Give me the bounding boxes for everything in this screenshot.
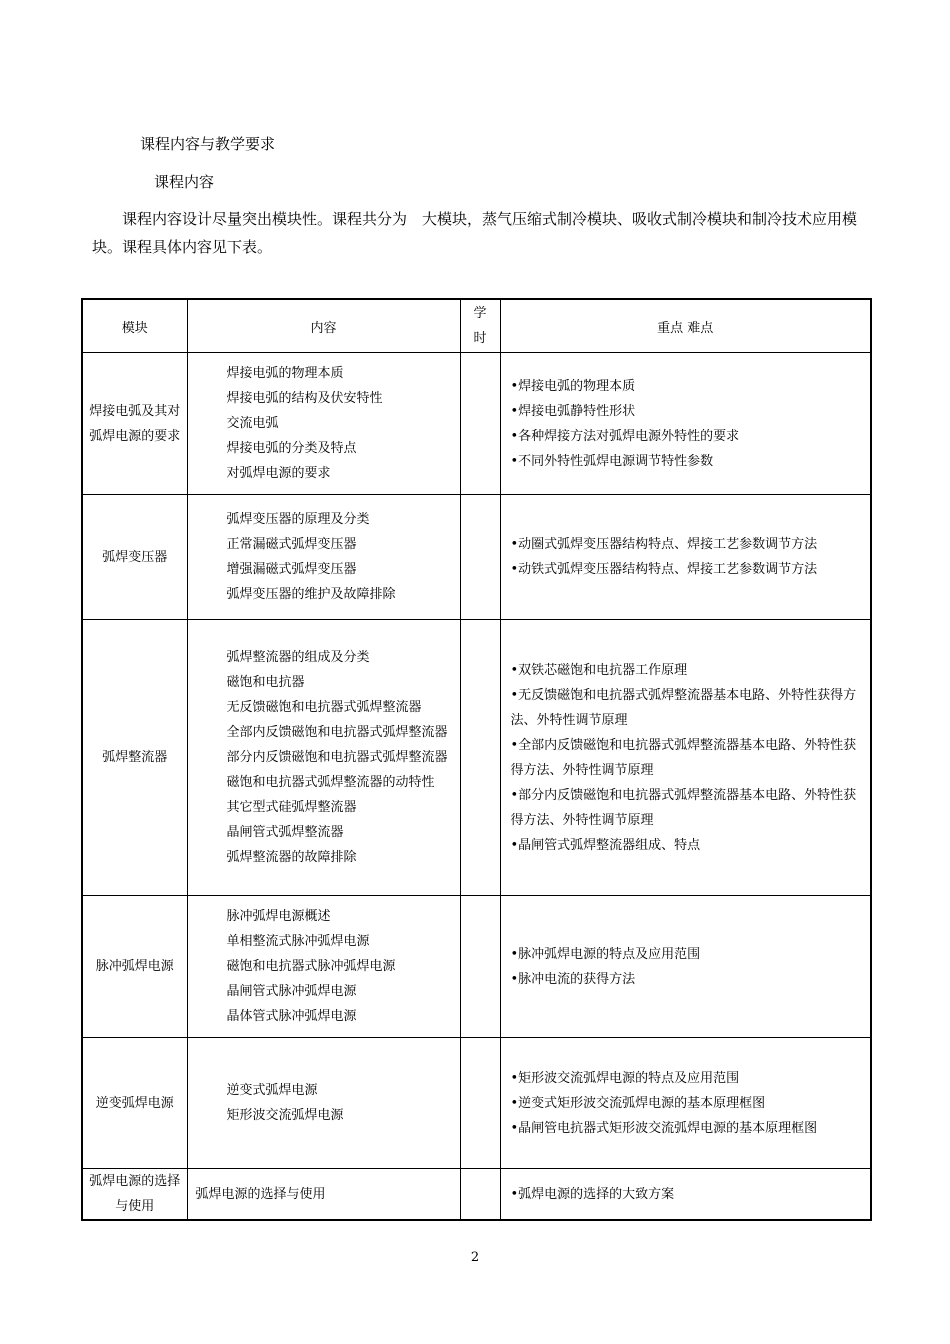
content-item: 其它型式硅弧焊整流器 [226,800,357,815]
keypoint-item: •晶闸管电抗器式矩形波交流弧焊电源的基本原理框图 [510,1120,818,1136]
keypoint-item: •弧焊电源的选择的大致方案 [510,1186,675,1202]
content-item: 交流电弧 [226,416,279,431]
content-item: 焊接电弧的物理本质 [226,366,344,381]
content-item: 矩形波交流弧焊电源 [226,1108,344,1123]
keypoint-item: •矩形波交流弧焊电源的特点及应用范围 [510,1070,740,1086]
header-hours-text: 学时 [473,306,487,346]
keypoint-item: •动圈式弧焊变压器结构特点、焊接工艺参数调节方法 [510,537,818,552]
table-row [82,1169,871,1221]
content-item: 对弧焊电源的要求 [226,466,331,481]
content-item: 磁饱和电抗器式脉冲弧焊电源 [226,959,396,974]
content-item: 晶体管式脉冲弧焊电源 [226,1009,357,1024]
module-cell: 焊接电弧及其对弧焊电源的要求 [82,353,187,495]
keypoint-item: •逆变式矩形波交流弧焊电源的基本原理框图 [510,1095,766,1111]
keypoints-cell [500,495,871,620]
module-cell: 弧焊整流器 [82,620,187,896]
content-cell [187,620,460,896]
content-item: 单相整流式脉冲弧焊电源 [226,934,370,949]
intro-paragraph: 课程内容设计尽量突出模块性。课程共分为 大模块，蒸气压缩式制冷模块、吸收式制冷模块和制冷技术应用模块。课程具体内容见下表。 [92,210,858,256]
table-row [82,620,871,896]
content-item: 磁饱和电抗器 [226,675,305,690]
keypoints-cell [500,1038,871,1169]
module-cell: 弧焊变压器 [82,495,187,620]
content-item: 增强漏磁式弧焊变压器 [226,562,357,577]
content-item: 焊接电弧的结构及伏安特性 [226,391,383,406]
content-cell [187,1038,460,1169]
keypoints-cell [500,1169,871,1221]
table-row [82,353,871,495]
course-content-table [81,298,872,1221]
keypoint-item: •晶闸管式弧焊整流器组成、特点 [510,837,701,853]
keypoint-item: •动铁式弧焊变压器结构特点、焊接工艺参数调节方法 [510,562,818,577]
page-number: 2 [470,1250,480,1265]
content-item: 晶闸管式脉冲弧焊电源 [226,984,357,999]
hours-cell [460,353,500,495]
content-item: 脉冲弧焊电源概述 [226,909,331,924]
header-module: 模块 [82,299,187,353]
table-header-row [82,299,871,353]
module-cell: 弧焊电源的选择与使用 [82,1169,187,1221]
table-row [82,896,871,1038]
content-item: 焊接电弧的分类及特点 [226,441,357,456]
content-item: 弧焊整流器的组成及分类 [226,650,370,665]
keypoint-item: •无反馈磁饱和电抗器式弧焊整流器基本电路、外特性获得方法、外特性调节原理 [510,687,857,728]
content-item: 弧焊变压器的原理及分类 [226,512,370,527]
module-cell: 逆变弧焊电源 [82,1038,187,1169]
content-cell [187,495,460,620]
header-content: 内容 [187,299,460,353]
hours-cell [460,896,500,1038]
keypoints-cell [500,896,871,1038]
keypoint-item: •全部内反馈磁饱和电抗器式弧焊整流器基本电路、外特性获得方法、外特性调节原理 [510,737,857,778]
section-heading: 课程内容与教学要求 [140,135,276,153]
hours-cell [460,1169,500,1221]
content-item: 无反馈磁饱和电抗器式弧焊整流器 [226,700,422,715]
keypoint-item: •脉冲电流的获得方法 [510,971,636,987]
keypoint-item: •不同外特性弧焊电源调节特性参数 [510,453,714,469]
keypoint-item: •脉冲弧焊电源的特点及应用范围 [510,946,701,962]
content-cell [187,1169,460,1221]
keypoint-item: •各种焊接方法对弧焊电源外特性的要求 [510,428,740,444]
content-item: 弧焊电源的选择与使用 [195,1186,326,1202]
content-cell [187,353,460,495]
content-item: 逆变式弧焊电源 [226,1083,318,1098]
table-row [82,495,871,620]
subsection-heading: 课程内容 [154,173,215,191]
keypoints-cell [500,620,871,896]
header-keypoints: 重点 难点 [500,299,871,353]
hours-cell [460,620,500,896]
keypoint-item: •双铁芯磁饱和电抗器工作原理 [510,662,688,678]
keypoint-item: •部分内反馈磁饱和电抗器式弧焊整流器基本电路、外特性获得方法、外特性调节原理 [510,787,857,828]
content-item: 全部内反馈磁饱和电抗器式弧焊整流器 [226,725,448,740]
hours-cell [460,1038,500,1169]
content-item: 正常漏磁式弧焊变压器 [226,537,357,552]
content-item: 弧焊变压器的维护及故障排除 [226,587,396,602]
content-item: 弧焊整流器的故障排除 [226,850,357,865]
table-row [82,1038,871,1169]
module-cell: 脉冲弧焊电源 [82,896,187,1038]
keypoints-cell [500,353,871,495]
content-cell [187,896,460,1038]
content-item: 磁饱和电抗器式弧焊整流器的动特性 [226,775,435,790]
keypoint-item: •焊接电弧的物理本质 [510,378,636,394]
content-item: 部分内反馈磁饱和电抗器式弧焊整流器 [226,750,448,765]
keypoint-item: •焊接电弧静特性形状 [510,403,636,419]
hours-cell [460,495,500,620]
content-item: 晶闸管式弧焊整流器 [226,825,344,840]
header-hours [460,299,500,353]
